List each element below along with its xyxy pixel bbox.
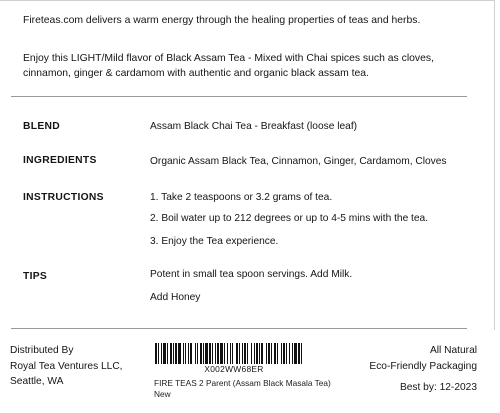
label-border-top	[0, 0, 494, 1]
ingredients-label: INGREDIENTS	[23, 155, 97, 166]
distributor-line-2: Royal Tea Ventures LLC,	[10, 360, 123, 372]
barcode-bar	[239, 343, 240, 364]
distributor-line-1: Distributed By	[10, 345, 74, 356]
barcode-bar	[256, 343, 258, 364]
barcode-bar	[251, 343, 252, 364]
barcode-bar	[220, 343, 223, 364]
barcode-image	[155, 343, 313, 364]
barcode-bar	[230, 343, 231, 364]
barcode-desc-line-1: FIRE TEAS 2 Parent (Assam Black Masala Tea)	[154, 378, 331, 388]
barcode-bar	[190, 343, 192, 364]
barcode-bar	[173, 343, 174, 364]
barcode-bar	[197, 343, 198, 364]
barcode-bar	[274, 343, 276, 364]
barcode-bar	[203, 343, 204, 364]
barcode-bar	[167, 343, 168, 364]
instruction-step-2: 2. Boil water up to 212 degrees or up to 4-5 mins with the tea.	[150, 213, 429, 224]
barcode-bar	[236, 343, 238, 364]
barcode-bar	[294, 343, 297, 364]
barcode-bar	[215, 343, 216, 364]
barcode-bar	[232, 343, 233, 364]
best-by-date: Best by: 12-2023	[399, 382, 477, 393]
intro-line-1: Fireteas.com delivers a warm energy through the healing properties of teas and herbs.	[23, 15, 421, 26]
barcode-bar	[163, 343, 166, 364]
barcode-bar	[292, 343, 293, 364]
barcode-bar	[266, 343, 267, 364]
barcode-bar	[170, 343, 172, 364]
barcode-bar	[271, 343, 272, 364]
barcode-desc-line-2: New	[154, 389, 171, 399]
instruction-step-1: 1. Take 2 teaspoons or 3.2 grams of tea.	[150, 192, 333, 203]
barcode-bar	[195, 343, 196, 364]
barcode-bar	[268, 343, 270, 364]
tips-line-1: Potent in small tea spoon servings. Add Milk.	[150, 269, 353, 280]
barcode-bar	[224, 343, 225, 364]
barcode-bar	[298, 343, 300, 364]
barcode-bar	[155, 343, 157, 364]
barcode-bar	[188, 343, 189, 364]
barcode-bar	[286, 343, 287, 364]
barcode-bar	[158, 343, 159, 364]
barcode-bar	[301, 343, 302, 364]
barcode-bar	[185, 343, 186, 364]
barcode-bar	[242, 343, 243, 364]
all-natural-text: All Natural	[430, 345, 477, 356]
tips-label: TIPS	[23, 271, 48, 282]
divider-bottom	[11, 328, 467, 329]
eco-packaging-text: Eco-Friendly Packaging	[369, 360, 477, 372]
barcode-bar	[205, 343, 208, 364]
barcode-bar	[261, 343, 263, 364]
packaging-info	[369, 343, 477, 396]
distributor-block	[10, 343, 123, 390]
barcode-bar	[183, 343, 184, 364]
divider-top	[11, 96, 467, 97]
barcode-bar	[209, 343, 211, 364]
barcode-bar	[259, 343, 260, 364]
barcode-id: X002WW68ER	[204, 364, 264, 374]
barcode-bar	[247, 343, 248, 364]
intro-line-2: Enjoy this LIGHT/Mild flavor of Black Assam Tea - Mixed with Chai spices such as cloves, cinnamon, ginger & cardamom with authentic and organic black assam tea.	[23, 53, 434, 79]
barcode-bar	[227, 343, 228, 364]
barcode-bar	[244, 343, 246, 364]
barcode-bar	[277, 343, 278, 364]
barcode-description	[154, 378, 354, 400]
barcode-bar	[200, 343, 202, 364]
barcode-bar	[217, 343, 219, 364]
blend-value: Assam Black Chai Tea - Breakfast (loose leaf)	[150, 121, 358, 132]
barcode-bar	[254, 343, 255, 364]
barcode-bar	[212, 343, 213, 364]
distributor-line-3: Seattle, WA	[10, 376, 64, 387]
tips-line-2: Add Honey	[150, 292, 201, 303]
label-border-right	[494, 0, 495, 330]
instruction-step-3: 3. Enjoy the Tea experience.	[150, 236, 279, 247]
barcode-bar	[175, 343, 177, 364]
barcode-bar	[161, 343, 162, 364]
barcode-bar	[178, 343, 181, 364]
barcode-bar	[289, 343, 290, 364]
barcode-bar	[283, 343, 285, 364]
barcode-bar	[281, 343, 282, 364]
instructions-label: INSTRUCTIONS	[23, 192, 104, 203]
blend-label: BLEND	[23, 121, 60, 132]
ingredients-value: Organic Assam Black Tea, Cinnamon, Ginger, Cardamom, Cloves	[150, 156, 447, 167]
